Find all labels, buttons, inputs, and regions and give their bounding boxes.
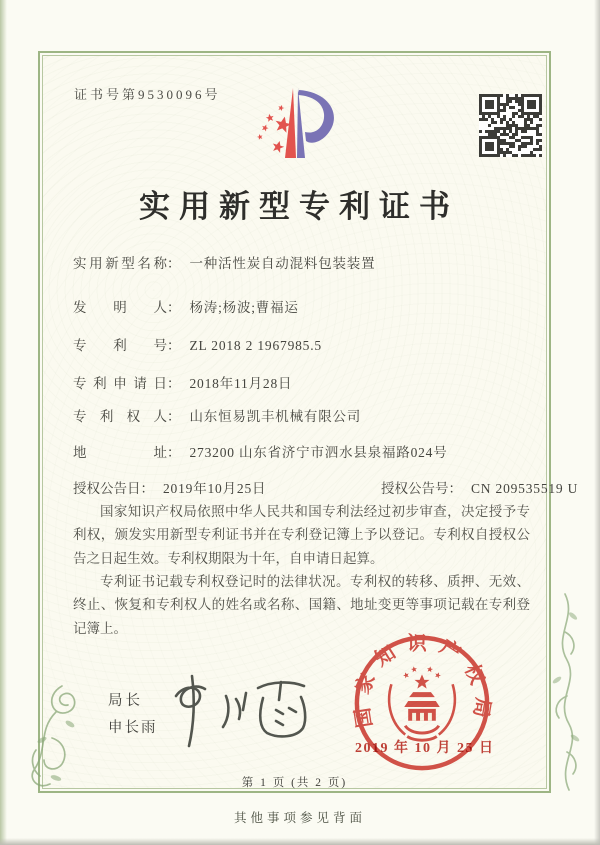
logo-purple-stem (297, 88, 305, 158)
field-value: 2018年11月28日 (189, 376, 293, 391)
field-value: 一种活性炭自动混料包装装置 (189, 256, 376, 271)
grant-date-value: 2019年10月25日 (163, 481, 267, 496)
grant-number-group (381, 477, 578, 497)
national-emblem-icon (389, 666, 455, 740)
certificate-body (73, 500, 530, 640)
grant-date-label: 授权公告日 (73, 481, 141, 496)
qr-code (479, 94, 542, 157)
page-indicator: 第 1 页 (共 2 页) (241, 777, 348, 789)
field-row-filing-date (73, 372, 292, 392)
field-label: 专利申请日 (73, 376, 167, 391)
field-colon: ： (448, 481, 462, 496)
field-label: 地址 (73, 445, 167, 460)
field-row-name (73, 252, 375, 272)
field-colon: ： (140, 481, 154, 496)
field-colon: ： (167, 376, 181, 391)
field-value: ZL 2018 2 1967985.5 (189, 338, 322, 353)
commissioner-title: 局长 (108, 693, 143, 709)
field-colon: ： (167, 256, 181, 271)
field-row-inventors (73, 296, 299, 316)
body-paragraph-1: 国家知识产权局依照中华人民共和国专利法经过初步审查，决定授予专利权，颁发实用新型专利证书并在专利登记簿上予以登记。专利权自授权公告之日起生效。专利权期限为十年，自申请日起算。 (73, 504, 530, 566)
grant-date-group (73, 481, 266, 496)
signature-icon (150, 666, 330, 754)
field-value: 273200 山东省济宁市泗水县泉福路024号 (189, 445, 448, 460)
scan-edge-bottom (0, 838, 600, 845)
certificate-title: 实用新型专利证书 (139, 189, 459, 224)
field-row-patentee (73, 405, 361, 425)
field-colon: ： (167, 300, 181, 315)
logo-red-wedge (285, 88, 296, 158)
scan-edge-right (594, 0, 600, 845)
field-label: 专利号 (73, 338, 167, 353)
field-row-grant (73, 477, 579, 497)
field-row-address (73, 441, 448, 461)
field-row-patent-number (73, 334, 322, 354)
field-colon: ： (167, 409, 181, 424)
field-colon: ： (167, 445, 181, 460)
body-paragraph-2: 专利证书记载专利权登记时的法律状况。专利权的转移、质押、无效、终止、恢复和专利权人的姓名或名称、国籍、地址变更等事项记载在专利登记簿上。 (73, 574, 530, 636)
commissioner-name: 申长雨 (108, 720, 158, 736)
back-note: 其他事项参见背面 (233, 811, 366, 825)
seal-agency-text: 国家知识产权局 (350, 632, 494, 730)
field-label: 发明人 (73, 300, 167, 315)
cnipa-logo-icon (251, 78, 349, 176)
ornament-bottom-left-icon (22, 680, 94, 795)
grant-number-label: 授权公告号 (381, 481, 449, 496)
field-value: 杨涛;杨波;曹福运 (189, 300, 299, 315)
ornament-right-icon (543, 592, 587, 797)
scan-edge-left (0, 0, 7, 845)
field-colon: ： (167, 338, 181, 353)
seal-date: 2019 年 10 月 25 日 (355, 741, 495, 756)
field-label: 专利权人 (73, 409, 167, 424)
certificate-number: 证书号第9530096号 (74, 87, 221, 102)
grant-number-value: CN 209535519 U (471, 481, 579, 496)
logo-p-bowl (298, 90, 334, 143)
field-label: 实用新型名称 (73, 256, 167, 271)
field-value: 山东恒易凯丰机械有限公司 (189, 409, 362, 424)
